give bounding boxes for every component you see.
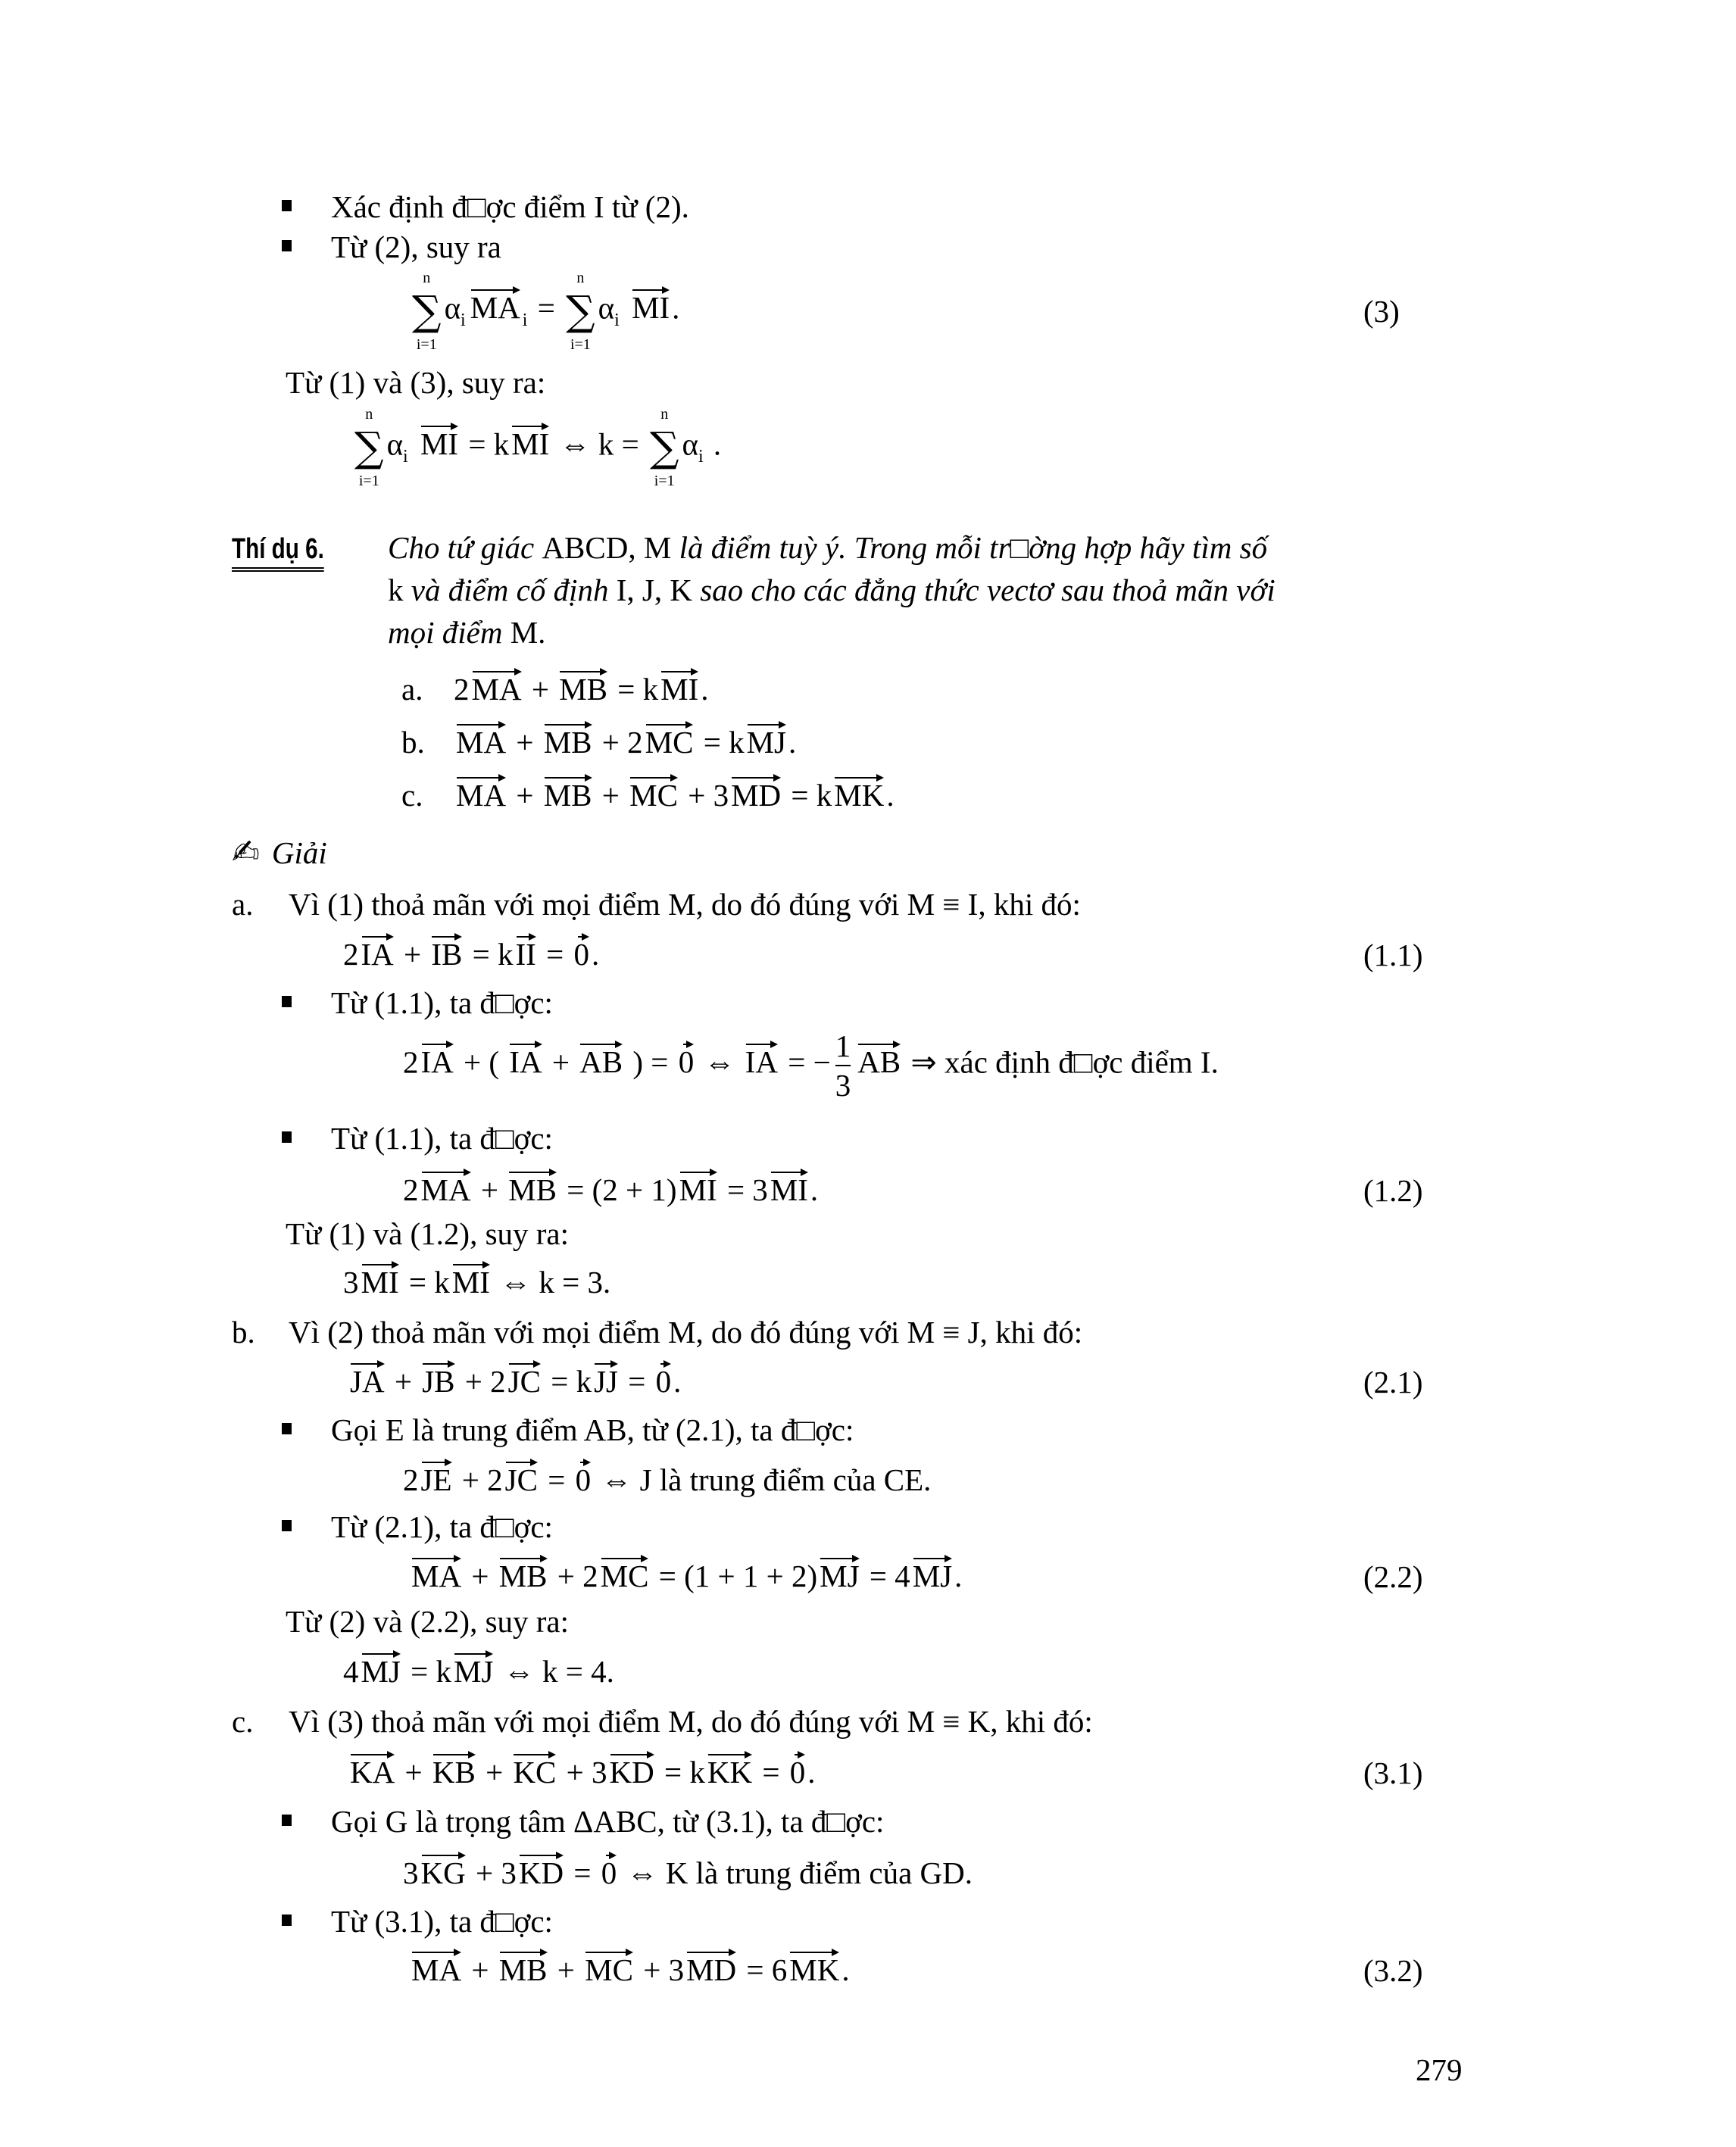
text-run: = 3 [719, 1172, 768, 1207]
text-run: + [508, 725, 542, 760]
equation [343, 933, 599, 972]
text-run: + 2 [454, 1462, 503, 1497]
text-run: + 2 [457, 1364, 506, 1399]
vector-symbol: KD [610, 1751, 654, 1790]
numerator: 1 [835, 1027, 851, 1066]
text-run: Gọi E là trung điểm AB, từ (2.1), ta đ□ợc: [331, 1412, 854, 1447]
text-line [331, 985, 553, 1021]
vector-symbol: MI [679, 1169, 717, 1207]
list-item [232, 887, 1081, 922]
text-run: ⇔ k = [551, 426, 647, 462]
equation-number: (3.2) [1363, 1953, 1423, 1988]
vector-symbol: JE [421, 1459, 452, 1497]
text-run: 3 [403, 1855, 419, 1890]
text-run: = k [401, 1265, 450, 1300]
bullet-icon [282, 1520, 292, 1531]
item-marker: c. [232, 1704, 254, 1739]
text-run: ⇔ k = 4. [495, 1654, 614, 1689]
equation [409, 270, 679, 353]
bullet-icon [282, 1131, 292, 1143]
list-item [401, 774, 895, 813]
vector-symbol: MB [559, 668, 607, 707]
vector-symbol: MI [361, 1261, 399, 1300]
summation-symbol [566, 270, 595, 353]
text-run: + ( [455, 1044, 507, 1080]
vector-symbol: MI [420, 423, 458, 461]
text-run: + [594, 778, 628, 813]
vector-symbol: MK [834, 774, 884, 813]
text-run: = [620, 1364, 654, 1399]
vector-symbol: MA [470, 286, 520, 325]
text-line [331, 189, 689, 225]
text-run: Vì (1) thoả mãn với mọi điểm M, do đó đúng với M ≡ I, khi đó: [289, 887, 1081, 922]
writing-hand-icon: ✍ [232, 833, 260, 872]
page-number: 279 [1416, 2052, 1463, 2087]
text-line [286, 1216, 569, 1252]
vector-symbol: MJ [361, 1650, 401, 1689]
text-run: . [841, 1952, 850, 1987]
equation-number: (2.2) [1363, 1559, 1423, 1594]
text-run: = k [464, 937, 514, 972]
text-run: . [673, 1364, 682, 1399]
bullet-icon [282, 1815, 292, 1826]
italic-text: Cho tứ giác [388, 530, 542, 565]
equation [409, 1555, 962, 1594]
text-run: = [566, 1855, 599, 1890]
text-run: = [538, 937, 572, 972]
zero-vector: 0 [601, 1852, 617, 1890]
item-marker: c. [401, 778, 423, 813]
text-run: Từ (1.1), ta đ□ợc: [331, 1121, 553, 1156]
vector-symbol: MK [789, 1949, 839, 1987]
equation [343, 1650, 614, 1690]
vector-symbol: MB [508, 1169, 557, 1207]
text-run: 2 [403, 1044, 419, 1080]
text-line [331, 1804, 884, 1840]
vector-symbol: MJ [913, 1555, 952, 1593]
text-run: = k [783, 778, 832, 813]
text-run: ) = [625, 1044, 676, 1080]
sum-upper-limit: n [576, 270, 585, 286]
text-run: + 3 [467, 1855, 517, 1890]
text-run: . [954, 1559, 963, 1593]
list-item [232, 1704, 1093, 1740]
text-run: Từ (1) và (3), suy ra: [286, 365, 546, 400]
vector-symbol: MB [499, 1555, 548, 1593]
sum-lower-limit: i=1 [358, 473, 379, 489]
text-run: . [701, 672, 709, 707]
text-run: . [886, 778, 895, 813]
item-marker: b. [401, 725, 425, 760]
zero-vector: 0 [576, 1459, 592, 1497]
example-label [232, 530, 350, 572]
item-marker: a. [232, 887, 254, 922]
summation-symbol [354, 406, 384, 489]
text-run: I, J, K [616, 573, 701, 607]
text-run: 2 [403, 1172, 419, 1207]
vector-symbol: MC [629, 774, 678, 813]
equation-number: (1.2) [1363, 1173, 1423, 1208]
italic-text: Giải [271, 835, 327, 870]
text-line [286, 365, 545, 401]
bullet-icon [282, 1423, 292, 1434]
subscript: i [461, 310, 466, 330]
sum-lower-limit: i=1 [654, 473, 675, 489]
equation [343, 1261, 610, 1300]
summation-symbol [412, 270, 442, 353]
text-run: + 2 [549, 1559, 598, 1593]
text-run: Từ (3.1), ta đ□ợc: [331, 1904, 553, 1939]
equation-number: (3.1) [1363, 1755, 1423, 1790]
equation-number: (2.1) [1363, 1365, 1423, 1400]
text-line [331, 1904, 553, 1939]
example-text-line [388, 573, 1275, 608]
bullet-icon [282, 996, 292, 1007]
vector-symbol: MJ [820, 1555, 859, 1593]
text-run: = 6 [738, 1952, 788, 1987]
text-run: ⇔ [696, 1044, 743, 1080]
text-run: = [539, 1462, 573, 1497]
item-marker: b. [232, 1315, 255, 1350]
list-item [401, 668, 709, 707]
text-run: α [598, 290, 615, 326]
vector-symbol: MA [456, 774, 506, 813]
zero-vector: 0 [790, 1751, 806, 1790]
vector-symbol: MI [770, 1169, 808, 1207]
equation [348, 1751, 815, 1790]
text-line [331, 229, 501, 265]
text-line [286, 1604, 569, 1640]
text-run: . [810, 1172, 819, 1207]
text-run: = − [779, 1044, 831, 1080]
vector-symbol: JC [505, 1459, 538, 1497]
equation [403, 1459, 931, 1498]
text-run: = k [695, 725, 745, 760]
text-run: = k [610, 672, 659, 707]
text-run: = [529, 290, 564, 326]
equation [351, 406, 721, 489]
text-run: . [591, 937, 600, 972]
text-run: = k [461, 426, 510, 462]
subscript: i [614, 310, 620, 330]
text-line [331, 1412, 854, 1448]
vector-symbol: II [516, 933, 536, 972]
example-text-line [388, 530, 1267, 566]
text-run: + [464, 1559, 497, 1593]
vector-symbol: MJ [747, 721, 786, 760]
text-run: = k [402, 1654, 452, 1689]
zero-vector: 0 [656, 1360, 672, 1399]
vector-symbol: MA [411, 1555, 461, 1593]
equation [403, 1852, 973, 1891]
text-run: + [544, 1044, 578, 1080]
vector-symbol: KB [432, 1751, 476, 1790]
text-run: 2 [403, 1462, 419, 1497]
text-run: α [682, 426, 698, 462]
text-run: . [788, 725, 797, 760]
text-run: + 2 [594, 725, 643, 760]
subscript: i [522, 310, 528, 330]
vector-symbol: MB [544, 774, 592, 813]
text-run: Gọi G là trọng tâm ΔABC, từ (3.1), ta đ□ợc: [331, 1804, 885, 1839]
vector-symbol: IA [745, 1041, 778, 1079]
text-run: + 3 [635, 1952, 685, 1987]
equation [348, 1360, 681, 1400]
vector-symbol: MA [472, 668, 522, 707]
bullet-icon [282, 200, 292, 211]
fraction [835, 1027, 851, 1104]
text-run: + [549, 1952, 583, 1987]
italic-text: mọi điểm [388, 615, 510, 650]
text-run: Xác định đ□ợc điểm I từ (2). [331, 189, 689, 224]
sigma: ∑ [566, 287, 595, 335]
text-run: = [754, 1755, 788, 1790]
subscript: i [403, 446, 408, 467]
vector-symbol: KA [350, 1751, 395, 1790]
example-text-line [388, 615, 545, 651]
text-run: Từ (2.1), ta đ□ợc: [331, 1509, 553, 1544]
text-run: + [508, 778, 542, 813]
vector-symbol: MA [421, 1169, 471, 1207]
text-run: ⇒ xác định đ□ợc điểm I. [903, 1044, 1219, 1080]
equation [403, 1027, 1219, 1104]
vector-symbol: IA [509, 1041, 542, 1079]
text-run: + [523, 672, 557, 707]
item-marker: a. [401, 672, 423, 707]
text-run: Từ (1) và (1.2), suy ra: [286, 1216, 570, 1251]
text-run: Từ (2), suy ra [331, 229, 501, 264]
vector-symbol: MB [499, 1949, 548, 1987]
text-run: = k [656, 1755, 705, 1790]
bullet-icon [282, 1915, 292, 1926]
text-run: ⇔ k = 3. [492, 1265, 611, 1300]
zero-vector: 0 [573, 933, 589, 972]
text-run: + 3 [558, 1755, 607, 1790]
list-item [232, 1315, 1082, 1350]
text-run: ⇔ K là trung điểm của GD. [619, 1855, 973, 1890]
vector-symbol: MI [660, 668, 698, 707]
vector-symbol: JB [422, 1360, 454, 1399]
sum-lower-limit: i=1 [416, 336, 437, 353]
summation-symbol [650, 406, 679, 489]
text-run: = 4 [861, 1559, 910, 1593]
sigma: ∑ [649, 423, 679, 471]
text-run: Vì (2) thoả mãn với mọi điểm M, do đó đúng với M ≡ J, khi đó: [289, 1315, 1083, 1350]
text-run: + [395, 937, 429, 972]
sum-lower-limit: i=1 [570, 336, 591, 353]
text-run: Vì (3) thoả mãn với mọi điểm M, do đó đúng với M ≡ K, khi đó: [289, 1704, 1093, 1739]
text-run: 2 [454, 672, 470, 707]
vector-symbol: AB [857, 1041, 901, 1079]
vector-symbol: MI [452, 1261, 490, 1300]
zero-vector: 0 [679, 1041, 695, 1079]
denominator: 3 [835, 1068, 851, 1103]
text-run: 4 [343, 1654, 359, 1689]
bullet-icon [282, 240, 292, 251]
italic-text: sao cho các đẳng thức vectơ sau thoả mãn với [700, 573, 1275, 607]
vector-symbol: JC [508, 1360, 541, 1399]
vector-symbol: KG [421, 1852, 466, 1890]
text-run: ⇔ J là trung điểm của CE. [593, 1462, 932, 1497]
text-run: . [807, 1755, 816, 1790]
sum-upper-limit: n [423, 270, 431, 286]
vector-symbol: MB [544, 721, 592, 760]
sigma: ∑ [354, 423, 384, 471]
text-line [331, 1509, 553, 1545]
vector-symbol: MA [456, 721, 506, 760]
text-run: Từ (2) và (2.2), suy ra: [286, 1604, 570, 1639]
equation-number: (3) [1363, 294, 1400, 329]
equation-number: (1.1) [1363, 938, 1423, 972]
vector-symbol: IA [421, 1041, 454, 1079]
text-run: = (1 + 1 + 2) [651, 1559, 818, 1593]
text-run: + [464, 1952, 497, 1987]
vector-symbol: IA [361, 933, 394, 972]
italic-text: là điểm tuỳ ý. Trong mỗi tr□ờng hợp hãy tìm số [679, 530, 1268, 565]
text-run: . [672, 290, 680, 326]
text-run: + [477, 1755, 511, 1790]
text-run: Từ (1.1), ta đ□ợc: [331, 985, 553, 1020]
text-run: ABCD, M [542, 530, 679, 565]
vector-symbol: MA [411, 1949, 461, 1987]
text-run [411, 426, 418, 461]
text-run [622, 290, 629, 325]
text-run: k [388, 573, 411, 607]
vector-symbol: AB [579, 1041, 623, 1079]
vector-symbol: MC [645, 721, 694, 760]
text-run: M. [510, 615, 546, 650]
text-run: + [397, 1755, 430, 1790]
text-line [232, 834, 327, 872]
text-run: = (2 + 1) [559, 1172, 677, 1207]
equation [403, 1169, 818, 1208]
vector-symbol: KK [707, 1751, 752, 1790]
sum-upper-limit: n [365, 406, 373, 423]
text-run: . [705, 426, 722, 462]
text-run: α [386, 426, 404, 462]
sigma: ∑ [412, 287, 442, 335]
text-run: + [473, 1172, 507, 1207]
text-run: + 3 [679, 778, 729, 813]
vector-symbol: MJ [454, 1650, 493, 1689]
vector-symbol: MC [601, 1555, 649, 1593]
vector-symbol: IB [431, 933, 462, 972]
vector-symbol: MD [686, 1949, 736, 1987]
example-title: Thí dụ 6. [232, 533, 324, 572]
sum-upper-limit: n [660, 406, 669, 423]
vector-symbol: MC [585, 1949, 633, 1987]
text-run: + [386, 1364, 420, 1399]
text-line [331, 1121, 553, 1156]
text-run: 3 [343, 1265, 359, 1300]
list-item [401, 721, 796, 760]
vector-symbol: MI [511, 423, 549, 461]
equation [409, 1949, 850, 1988]
vector-symbol: KD [519, 1852, 564, 1890]
subscript: i [698, 446, 704, 467]
text-run: 2 [343, 937, 359, 972]
italic-text: và điểm cố định [411, 573, 617, 607]
vector-symbol: JJ [594, 1360, 618, 1399]
vector-symbol: MD [731, 774, 781, 813]
vector-symbol: KC [513, 1751, 556, 1790]
text-run: = k [542, 1364, 592, 1399]
vector-symbol: JA [350, 1360, 385, 1399]
text-run: α [444, 290, 461, 326]
vector-symbol: MI [632, 286, 670, 325]
